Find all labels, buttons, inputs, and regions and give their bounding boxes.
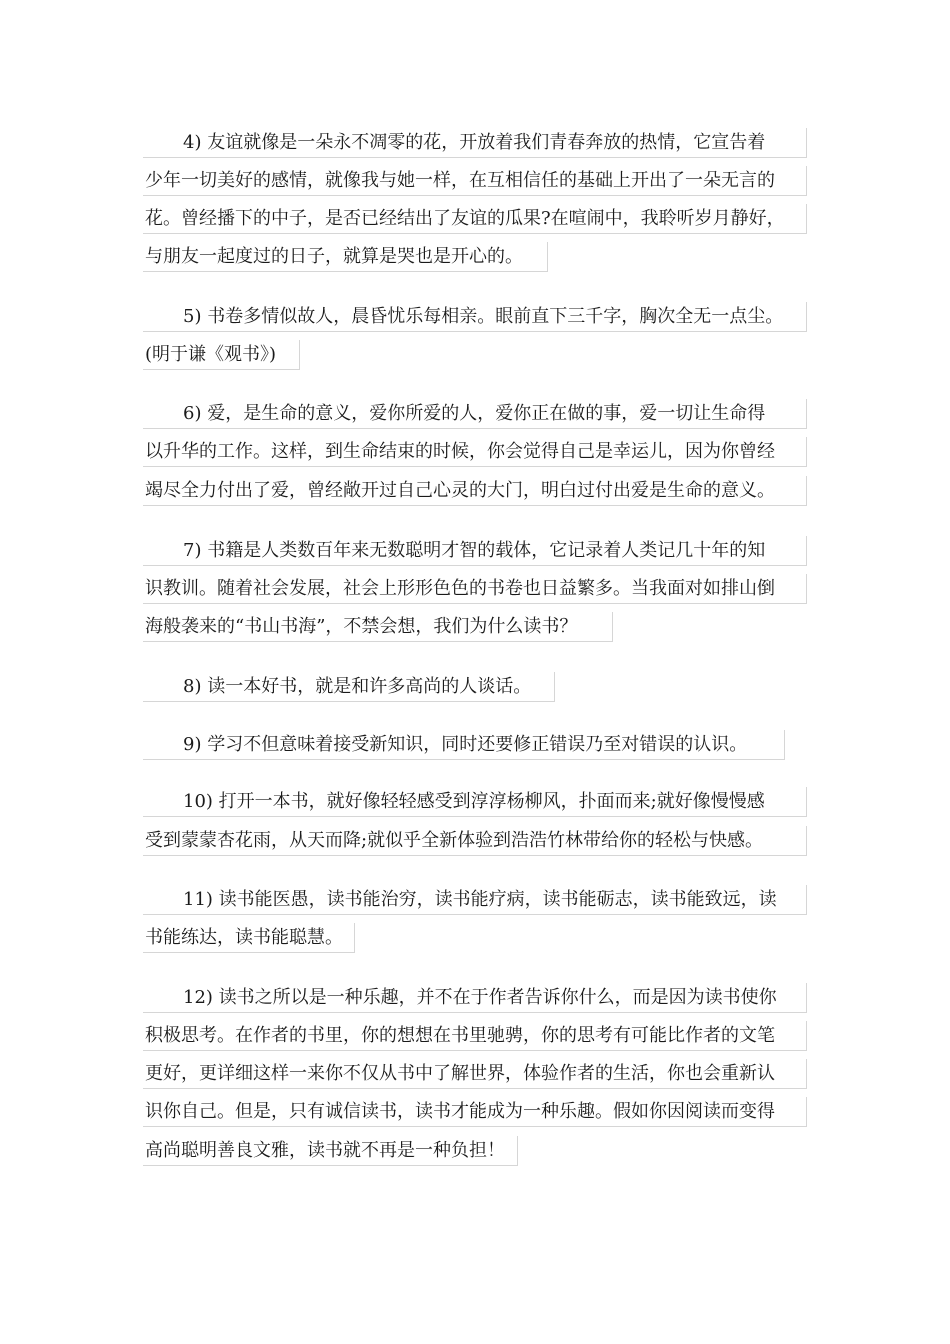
text-line: 书能练达，读书能聪慧。 [143, 923, 355, 953]
text-line: 8) 读一本好书，就是和许多高尚的人谈话。 [143, 672, 555, 702]
text-line: 9) 学习不但意味着接受新知识，同时还要修正错误乃至对错误的认识。 [143, 730, 785, 760]
text-line: 海般袭来的“书山书海”，不禁会想，我们为什么读书？ [143, 612, 613, 642]
text-line: 12) 读书之所以是一种乐趣，并不在于作者告诉你什么，而是因为读书使你 [143, 983, 807, 1013]
text-line: 少年一切美好的感情，就像我与她一样，在互相信任的基础上开出了一朵无言的 [143, 166, 807, 196]
text-line: 4) 友谊就像是一朵永不凋零的花，开放着我们青春奔放的热情，它宣告着 [143, 128, 807, 158]
text-line: 高尚聪明善良文雅，读书就不再是一种负担！ [143, 1136, 518, 1166]
text-line: 积极思考。在作者的书里，你的想想在书里驰骋，你的思考有可能比作者的文笔 [143, 1021, 807, 1051]
text-line: 7) 书籍是人类数百年来无数聪明才智的载体，它记录着人类记几十年的知 [143, 536, 807, 566]
text-line: 更好，更详细这样一来你不仅从书中了解世界，体验作者的生活，你也会重新认 [143, 1059, 807, 1089]
text-line: 5) 书卷多情似故人，晨昏忧乐每相亲。眼前直下三千字，胸次全无一点尘。 [143, 302, 807, 332]
text-line: 与朋友一起度过的日子，就算是哭也是开心的。 [143, 242, 548, 272]
text-line: 以升华的工作。这样，到生命结束的时候，你会觉得自己是幸运儿，因为你曾经 [143, 437, 807, 467]
text-line: 竭尽全力付出了爱，曾经敞开过自己心灵的大门，明白过付出爱是生命的意义。 [143, 476, 807, 506]
text-line: 识你自己。但是，只有诚信读书，读书才能成为一种乐趣。假如你因阅读而变得 [143, 1097, 807, 1127]
text-line: 10) 打开一本书，就好像轻轻感受到淳淳杨柳风，扑面而来;就好像慢慢感 [143, 787, 807, 817]
text-line: 受到蒙蒙杏花雨，从天而降;就似乎全新体验到浩浩竹林带给你的轻松与快感。 [143, 826, 807, 856]
text-line: 6) 爱，是生命的意义，爱你所爱的人，爱你正在做的事，爱一切让生命得 [143, 399, 807, 429]
text-line: 花。曾经播下的中子，是否已经结出了友谊的瓜果?在喧闹中，我聆听岁月静好， [143, 204, 807, 234]
text-line: (明于谦《观书》) [143, 340, 300, 370]
text-line: 11) 读书能医愚，读书能治穷，读书能疗病，读书能砺志，读书能致远，读 [143, 885, 807, 915]
text-line: 识教训。随着社会发展，社会上形形色色的书卷也日益繁多。当我面对如排山倒 [143, 574, 807, 604]
